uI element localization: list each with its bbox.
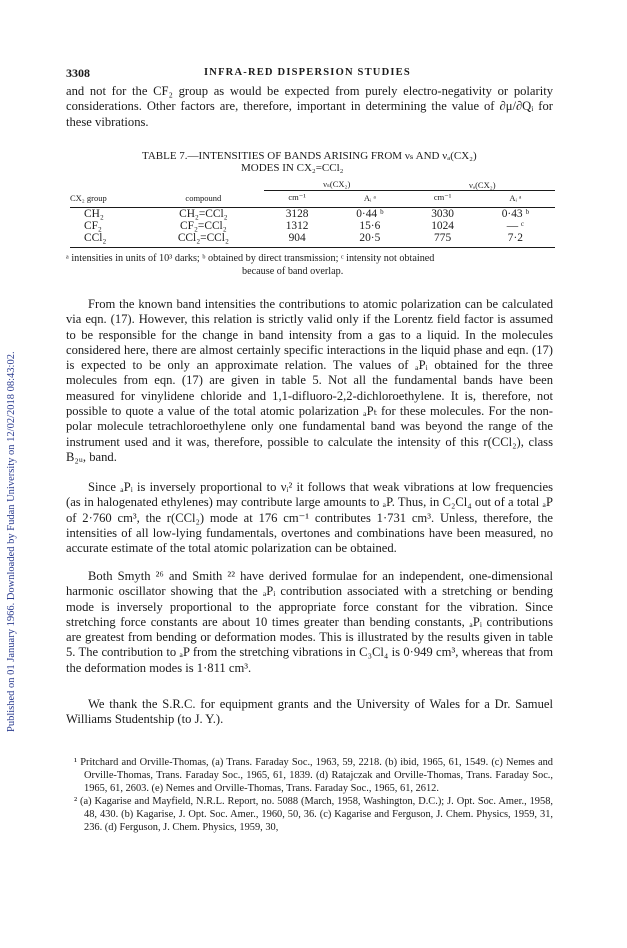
cell-vs-cm: 3128 [285,207,309,220]
unit-ai-vs: Aᵢ ᵃ [363,193,376,203]
cell-va-ai: — ᶜ [506,219,524,232]
cell-va-cm: 3030 [431,207,454,220]
cell-vs-ai: 0·44 ᵇ [356,207,384,220]
body-paragraph-3: Both Smyth ²⁶ and Smith ²² have derived formulae for an independent, one-dimensional harmonic oscillator showing that the ₐPᵢ contribution associated with a stretching or bending mode is inversely proportional to the appropriate force constant for the vibration. Since stretching force constants are about 10 times greater than bending constants, ₐPᵢ contributions are greatest from bending or deformation modes. This is illustrated by the results given in table 5. The contribution to ₐP from the stretching vibrations in C₃Cl₄ is 0·949 cm³, whereas that from the deformation modes is 1·811 cm³. [66,569,553,675]
cell-va-cm: 1024 [431,219,454,232]
intensity-table [70,178,555,248]
unit-cm-vs: cm⁻¹ [288,192,306,202]
cell-group: CCl₂ [84,231,107,244]
cell-va-ai: 7·2 [507,231,523,244]
table-row [70,232,555,244]
table-note-line2: because of band overlap. [242,266,344,277]
cell-compound: CF₂=CCl₂ [180,219,227,232]
cell-group: CH₂ [84,207,104,220]
table-caption-title: TABLE 7.—INTENSITIES OF BANDS ARISING FROM νₛ AND νₐ(CX₂) [142,150,477,162]
table-row [70,220,555,232]
footnote-2: ² (a) Kagarise and Mayfield, N.R.L. Report, no. 5088 (March, 1958, Washington, D.C.); J. Opt. Soc. Amer., 1958, 48, 430. (b) Kagarise, J. Opt. Soc. Amer., 1960, 50, 36. (c) Kagarise and Ferguson, J. Chem. Physics, 1959, 31, 236. (d) Ferguson, J. Chem. Physics, 1959, 30, [74,796,553,833]
table-row [70,207,555,220]
table-note-line1: ᵃ intensities in units of 10³ darks; ᵇ obtained by direct transmission; ᶜ intensity not obtained [66,253,435,264]
cell-group: CF₂ [84,219,102,232]
page-header [66,66,553,80]
cell-va-cm: 775 [434,231,452,244]
body-paragraph-1: From the known band intensities the contributions to atomic polarization can be calculated via eqn. (17). However, this relation is strictly valid only if the Lorentz field factor is assumed to be responsible for the change in band intensity from a gas to a liquid. In the molecules considered here, there are almost certainly specific interactions in the liquid phase and eqn. (17) is expected to be only an approximate relation. The values of ₐPᵢ obtained for the three molecules from eqn. (17) are given in table 5. Not all the fundamental bands have been measured for vinylidene chloride and 1,1-difluoro-2,2-dichloroethylene. It is, therefore, not possible to quote a value of the total atomic polarization ₐPₜ for these molecules. For the non-polar molecule tetrachloroethylene only one fundamental band was beyond the range of the instrument used and it was, therefore, possible to calculate the intensity of this r(CCl₂), class B₂ᵤ, band. [66,297,553,464]
cell-vs-cm: 904 [288,231,306,244]
column-group: CX₂ group [70,193,107,203]
unit-cm-va: cm⁻¹ [433,192,452,202]
column-compound: compound [185,193,222,203]
cell-vs-ai: 20·5 [359,231,381,244]
cell-vs-cm: 1312 [285,219,309,232]
header-vs: νₛ(CX₂) [264,178,409,191]
header-va: νₐ(CX₂) [409,178,555,191]
intro-paragraph: and not for the CF₂ group as would be expected from purely electro-negativity or polarity considerations. Other factors are, therefore, important in determining the value of ∂μ/∂Qᵢ for these vibrations. [66,84,553,129]
cell-compound: CH₂=CCl₂ [179,207,228,220]
cell-compound: CCl₂=CCl₂ [177,231,229,244]
footnotes [66,756,553,834]
footnote-1: ¹ Pritchard and Orville-Thomas, (a) Trans. Faraday Soc., 1963, 59, 2218. (b) ibid, 1965, 61, 1549. (c) Nemes and Orville-Thomas, Trans. Faraday Soc., 1965, 61, 1839. (d) Ratajczak and Orville-Thomas, Trans. Faraday Soc., 1965, 61, 2603. (e) Nemes and Orville-Thomas, Trans. Faraday Soc., 1965, 61, 2612. [74,757,553,794]
table-notes [66,252,553,278]
page-number: 3308 [66,66,90,80]
cell-vs-ai: 15·6 [359,219,381,232]
body-paragraph-2: Since ₐPᵢ is inversely proportional to νᵢ² it follows that weak vibrations at low frequencies (as in halogenated ethylenes) may contribute large amounts to ₐP. Thus, in C₂Cl₄ out of a total ₐP of 2·760 cm³, the r(CCl₂) mode at 176 cm⁻¹ contributes 1·731 cm³. Unless, therefore, the intensities of all low-lying fundamentals, overtones and combinations have been measured, no accurate estimate of the total atomic polarization can be obtained. [66,480,553,556]
download-watermark: Published on 01 January 1966. Downloaded by Fudan University on 12/02/2018 08:43:02. [6,351,17,732]
cell-va-ai: 0·43 ᵇ [501,207,529,220]
running-title: INFRA-RED DISPERSION STUDIES [204,67,411,78]
unit-ai-va: Aᵢ ᵃ [509,193,522,203]
table-caption-subtitle: MODES IN CX₂=CCl₂ [241,162,344,174]
acknowledgement: We thank the S.R.C. for equipment grants and the University of Wales for a Dr. Samuel Williams Studentship (to J. Y.). [66,697,553,727]
